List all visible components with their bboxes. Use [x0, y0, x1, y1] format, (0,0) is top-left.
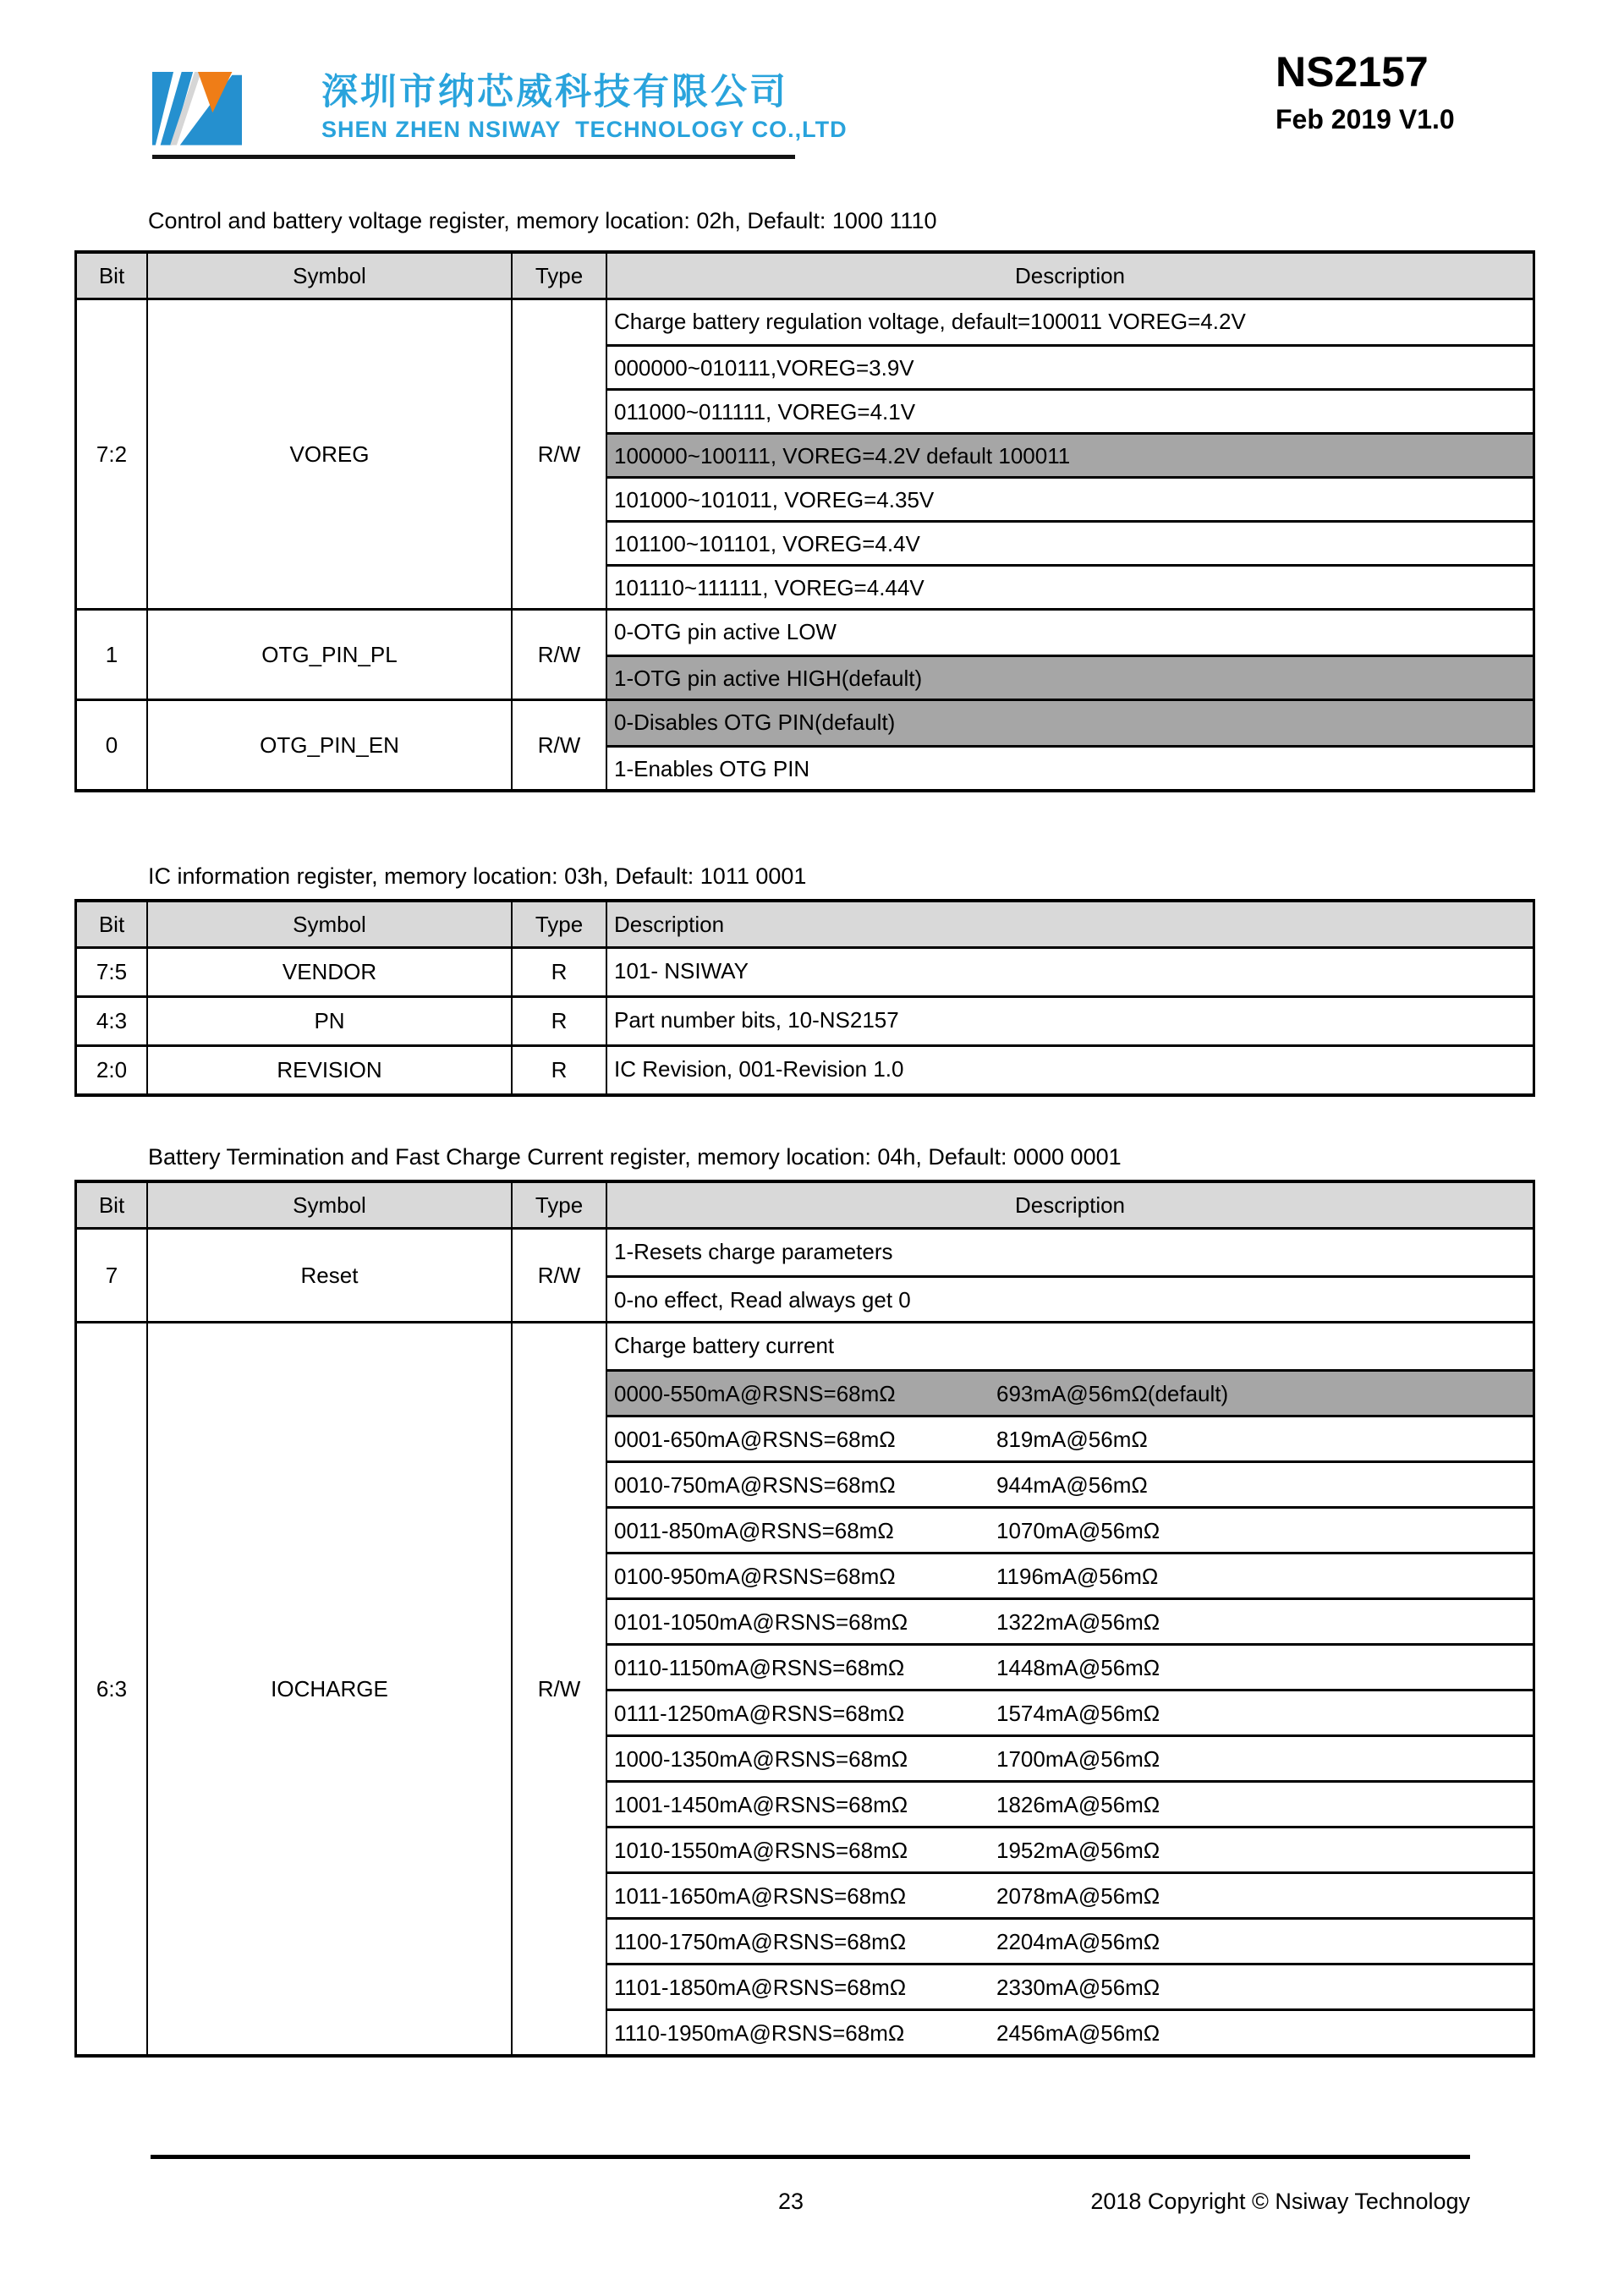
description-row [607, 1643, 1533, 1689]
column-header-bit: Bit [77, 254, 148, 298]
table-header-row [77, 902, 1533, 949]
description-cell [607, 1047, 1533, 1093]
bit-cell: 2:0 [77, 1047, 148, 1093]
description-row: 101110~111111, VOREG=4.44V [607, 564, 1533, 608]
register-table-04h [74, 1180, 1535, 2058]
value-col-68mohm: 0100-950mA@RSNS=68mΩ [614, 1564, 896, 1589]
company-name-english: SHEN ZHEN NSIWAY TECHNOLOGY CO.,LTD [321, 117, 848, 142]
type-cell: R [513, 998, 607, 1044]
description-row [607, 1826, 1533, 1871]
value-col-68mohm: 1011-1650mA@RSNS=68mΩ [614, 1883, 907, 1909]
description-row-default: 1-OTG pin active HIGH(default) [607, 655, 1533, 699]
column-header-bit: Bit [77, 1183, 148, 1227]
register-row-voreg [77, 300, 1533, 608]
description-row [607, 1552, 1533, 1597]
value-col-68mohm: 1010-1550mA@RSNS=68mΩ [614, 1838, 908, 1863]
symbol-cell: OTG_PIN_EN [148, 701, 513, 789]
value-col-68mohm: 0010-750mA@RSNS=68mΩ [614, 1472, 896, 1498]
value-col-68mohm: 0001-650mA@RSNS=68mΩ [614, 1427, 896, 1452]
company-name-chinese: 深圳市纳芯威科技有限公司 [321, 72, 788, 112]
part-number: NS2157 [1276, 48, 1429, 96]
description-row: Part number bits, 10-NS2157 [614, 1007, 899, 1033]
symbol-cell: OTG_PIN_PL [148, 611, 513, 699]
document-version: Feb 2019 V1.0 [1276, 104, 1455, 134]
value-col-56mohm: 1322mA@56mΩ [996, 1609, 1160, 1635]
type-cell: R/W [513, 1230, 607, 1321]
column-header-symbol: Symbol [148, 1183, 513, 1227]
header-divider [152, 155, 795, 159]
value-col-68mohm: 1101-1850mA@RSNS=68mΩ [614, 1975, 907, 2000]
register-row-otg_pin_pl [77, 608, 1533, 699]
column-header-description: Description [1014, 1192, 1126, 1218]
value-col-68mohm: 0011-850mA@RSNS=68mΩ [614, 1518, 894, 1543]
register-row-vendor [77, 949, 1533, 995]
column-header-symbol: Symbol [148, 254, 513, 298]
description-row [607, 2008, 1533, 2054]
description-row-default: 0-Disables OTG PIN(default) [607, 701, 1533, 745]
footer-divider [151, 2155, 1470, 2159]
description-row: 000000~010111,VOREG=3.9V [607, 344, 1533, 388]
bit-cell: 1 [77, 611, 148, 699]
description-cell [607, 1323, 1533, 2054]
register-section-04h [74, 1141, 1535, 2058]
register-section-03h [74, 860, 1535, 1097]
bit-cell: 7 [77, 1230, 148, 1321]
value-col-68mohm: 0000-550mA@RSNS=68mΩ [614, 1381, 896, 1406]
description-row: Charge battery current [614, 1333, 835, 1358]
table-title-02h: Control and battery voltage register, memory location: 02h, Default: 1000 1110 [148, 208, 937, 233]
value-col-68mohm: 1001-1450mA@RSNS=68mΩ [614, 1792, 908, 1817]
table-title-04h: Battery Termination and Fast Charge Current register, memory location: 04h, Default: 0000 0001 [148, 1144, 1122, 1170]
column-header-type: Type [513, 902, 607, 946]
bit-cell: 7:2 [77, 300, 148, 608]
description-cell [607, 949, 1533, 995]
description-row: 011000~011111, VOREG=4.1V [607, 388, 1533, 432]
description-cell [607, 1230, 1533, 1321]
description-cell [607, 998, 1533, 1044]
description-cell [607, 300, 1533, 608]
description-row [607, 1871, 1533, 1917]
value-col-56mohm: 1196mA@56mΩ [996, 1564, 1159, 1589]
register-table-02h [74, 250, 1535, 792]
value-col-56mohm: 693mA@56mΩ(default) [996, 1381, 1229, 1406]
description-row [607, 1917, 1533, 1963]
table-title-03h: IC information register, memory location: 03h, Default: 1011 0001 [148, 863, 807, 889]
description-row: 101100~101101, VOREG=4.4V [607, 520, 1533, 564]
description-row-default: 100000~100111, VOREG=4.2V default 100011 [607, 432, 1533, 476]
type-cell: R [513, 1047, 607, 1093]
value-col-56mohm: 1070mA@56mΩ [996, 1518, 1160, 1543]
value-col-56mohm: 2204mA@56mΩ [996, 1929, 1160, 1954]
description-row: 0-OTG pin active LOW [614, 619, 837, 644]
value-col-56mohm: 2456mA@56mΩ [996, 2020, 1160, 2046]
value-col-68mohm: 1000-1350mA@RSNS=68mΩ [614, 1746, 908, 1772]
symbol-cell: VENDOR [148, 949, 513, 995]
table-header-row [77, 1183, 1533, 1230]
bit-cell: 0 [77, 701, 148, 789]
bit-cell: 7:5 [77, 949, 148, 995]
register-row-pn [77, 995, 1533, 1044]
column-header-type: Type [513, 1183, 607, 1227]
symbol-cell: REVISION [148, 1047, 513, 1093]
value-col-56mohm: 1952mA@56mΩ [996, 1838, 1160, 1863]
description-row [607, 1734, 1533, 1780]
symbol-cell: Reset [148, 1230, 513, 1321]
value-col-68mohm: 1100-1750mA@RSNS=68mΩ [614, 1929, 907, 1954]
type-cell: R/W [513, 611, 607, 699]
description-row: 101- NSIWAY [614, 958, 749, 984]
column-header-description: Description [1014, 262, 1126, 288]
description-row [607, 1415, 1533, 1460]
value-col-68mohm: 0101-1050mA@RSNS=68mΩ [614, 1609, 908, 1635]
description-row: 101000~101011, VOREG=4.35V [607, 476, 1533, 520]
description-row [607, 1780, 1533, 1826]
symbol-cell: IOCHARGE [148, 1323, 513, 2054]
copyright-text: 2018 Copyright © Nsiway Technology [1090, 2189, 1470, 2214]
description-row [607, 1460, 1533, 1506]
register-table-03h [74, 899, 1535, 1097]
description-row-default [607, 1369, 1533, 1415]
symbol-cell: PN [148, 998, 513, 1044]
register-row-iocharge [77, 1321, 1533, 2054]
register-row-revision [77, 1044, 1533, 1093]
bit-cell: 4:3 [77, 998, 148, 1044]
value-col-56mohm: 1448mA@56mΩ [996, 1655, 1160, 1680]
description-row [607, 1689, 1533, 1734]
register-row-otg_pin_en [77, 699, 1533, 789]
bit-cell: 6:3 [77, 1323, 148, 2054]
value-col-68mohm: 0111-1250mA@RSNS=68mΩ [614, 1701, 905, 1726]
description-row: 0-no effect, Read always get 0 [607, 1275, 1533, 1321]
company-name-block [321, 71, 848, 142]
column-header-symbol: Symbol [148, 902, 513, 946]
value-col-56mohm: 944mA@56mΩ [996, 1472, 1148, 1498]
description-cell [607, 701, 1533, 789]
register-section-02h [74, 205, 1535, 792]
description-row: 1-Resets charge parameters [614, 1239, 893, 1264]
column-header-type: Type [513, 254, 607, 298]
column-header-bit: Bit [77, 902, 148, 946]
description-row [607, 1963, 1533, 2008]
column-header-description: Description [614, 911, 725, 937]
type-cell: R/W [513, 300, 607, 608]
description-row: Charge battery regulation voltage, default=100011 VOREG=4.2V [614, 309, 1246, 334]
value-col-56mohm: 2330mA@56mΩ [996, 1975, 1160, 2000]
symbol-cell: VOREG [148, 300, 513, 608]
value-col-56mohm: 1826mA@56mΩ [996, 1792, 1160, 1817]
description-row [607, 1506, 1533, 1552]
description-row: 1-Enables OTG PIN [607, 745, 1533, 789]
value-col-56mohm: 1700mA@56mΩ [996, 1746, 1160, 1772]
nsiway-logo-icon [152, 63, 242, 145]
value-col-68mohm: 1110-1950mA@RSNS=68mΩ [614, 2020, 905, 2046]
value-col-56mohm: 1574mA@56mΩ [996, 1701, 1160, 1726]
page-number: 23 [777, 2189, 804, 2214]
type-cell: R [513, 949, 607, 995]
value-col-68mohm: 0110-1150mA@RSNS=68mΩ [614, 1655, 905, 1680]
description-row: IC Revision, 001-Revision 1.0 [614, 1056, 904, 1082]
type-cell: R/W [513, 701, 607, 789]
value-col-56mohm: 2078mA@56mΩ [996, 1883, 1160, 1909]
value-col-56mohm: 819mA@56mΩ [996, 1427, 1148, 1452]
register-row-reset [77, 1230, 1533, 1321]
description-row [607, 1597, 1533, 1643]
table-header-row [77, 254, 1533, 300]
type-cell: R/W [513, 1323, 607, 2054]
description-cell [607, 611, 1533, 699]
